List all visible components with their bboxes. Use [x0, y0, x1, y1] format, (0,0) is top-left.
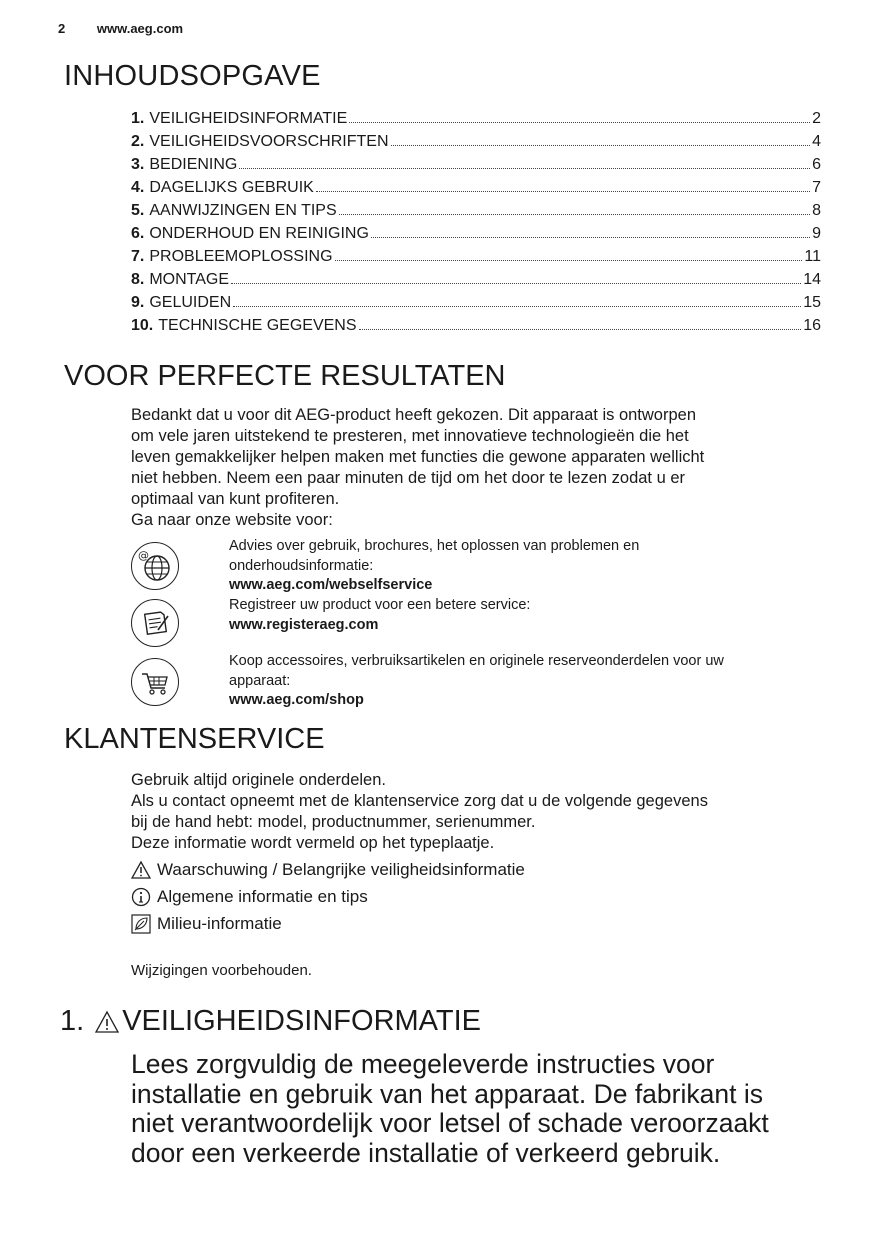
- toc-label: VEILIGHEIDSINFORMATIE: [149, 110, 348, 127]
- toc-row[interactable]: 9. GELUIDEN 15: [131, 294, 821, 311]
- toc-leader: [233, 306, 801, 307]
- toc-label: AANWIJZINGEN EN TIPS: [149, 202, 337, 219]
- info-icon: [131, 887, 151, 907]
- legend-info: Algemene informatie en tips: [131, 887, 368, 907]
- warning-icon: [94, 1009, 120, 1035]
- toc-row[interactable]: 7. PROBLEEMOPLOSSING 11: [131, 248, 821, 265]
- toc-label: BEDIENING: [149, 156, 238, 173]
- toc-page: 11: [804, 248, 821, 265]
- toc-label: TECHNISCHE GEGEVENS: [158, 317, 357, 334]
- toc-row[interactable]: 8. MONTAGE 14: [131, 271, 821, 288]
- shop-link[interactable]: www.aeg.com/shop: [229, 692, 364, 708]
- section-title-safety: 1. VEILIGHEIDSINFORMATIE: [60, 1005, 481, 1037]
- section-title-results: VOOR PERFECTE RESULTATEN: [64, 360, 506, 392]
- toc-page: 14: [803, 271, 821, 288]
- customer-service-paragraph: Gebruik altijd originele onderdelen. Als u contact opneemt met de klantenservice zorg dat u de volgende gegevens bij de hand hebt: model, productnummer, serienummer. Deze informatie wordt vermeld op het typeplaatje.: [131, 771, 708, 852]
- toc-label: PROBLEEMOPLOSSING: [149, 248, 333, 265]
- toc-page: 9: [812, 225, 821, 242]
- shopping-cart-icon: [131, 658, 179, 706]
- toc-label: DAGELIJKS GEBRUIK: [149, 179, 314, 196]
- toc-leader: [335, 260, 803, 261]
- toc-leader: [391, 145, 811, 146]
- page-number: 2: [58, 21, 66, 36]
- toc-row[interactable]: 1. VEILIGHEIDSINFORMATIE 2: [131, 110, 821, 127]
- toc-page: 4: [812, 133, 821, 150]
- legend-warning: Waarschuwing / Belangrijke veiligheidsinformatie: [131, 860, 525, 880]
- toc-row[interactable]: 4. DAGELIJKS GEBRUIK 7: [131, 179, 821, 196]
- safety-warning-paragraph: Lees zorgvuldig de meegeleverde instructies voor installatie en gebruik van het apparaat. De fabrikant is niet verantwoordelijk voor letsel of schade veroorzaakt door een verkeerde installatie of verkeerd gebruik.: [131, 1049, 769, 1168]
- toc-row[interactable]: 3. BEDIENING 6: [131, 156, 821, 173]
- site-url[interactable]: www.aeg.com: [96, 21, 184, 36]
- toc-page: 7: [812, 179, 821, 196]
- toc-page: 15: [803, 294, 821, 311]
- toc-leader: [316, 191, 810, 192]
- toc-label: MONTAGE: [149, 271, 230, 288]
- toc-label: ONDERHOUD EN REINIGING: [149, 225, 369, 242]
- legend-environment: Milieu-informatie: [131, 914, 282, 934]
- toc-row[interactable]: 10. TECHNISCHE GEGEVENS 16: [131, 317, 821, 334]
- changes-reserved-note: Wijzigingen voorbehouden.: [131, 962, 312, 979]
- warning-icon: [131, 860, 151, 880]
- toc-label: GELUIDEN: [149, 294, 232, 311]
- section-number: 1.: [60, 1005, 85, 1037]
- toc-leader: [349, 122, 810, 123]
- page-header: [58, 21, 183, 36]
- register-link[interactable]: www.registeraeg.com: [229, 616, 379, 633]
- toc-leader: [371, 237, 810, 238]
- toc-page: 2: [812, 110, 821, 127]
- toc-row[interactable]: 5. AANWIJZINGEN EN TIPS 8: [131, 202, 821, 219]
- toc-label: VEILIGHEIDSVOORSCHRIFTEN: [149, 133, 389, 150]
- svg-text:@: @: [138, 549, 149, 562]
- globe-icon: [131, 542, 179, 590]
- toc-page: 6: [812, 156, 821, 173]
- intro-paragraph: Bedankt dat u voor dit AEG-product heeft gekozen. Dit apparaat is ontworpen om vele jaren uitstekend te presteren, met innovatieve technologieën die het leven gemakkelijker helpen maken met functies die gewone apparaten wellicht niet hebben. Neem een paar minuten de tijd om het door te lezen zodat u er optimaal van kunt profiteren. Ga naar onze website voor:: [131, 406, 705, 529]
- toc-row[interactable]: 2. VEILIGHEIDSVOORSCHRIFTEN 4: [131, 133, 821, 150]
- webselfservice-link[interactable]: www.aeg.com/webselfservice: [229, 577, 433, 593]
- toc-leader: [231, 283, 801, 284]
- toc-title: INHOUDSOPGAVE: [64, 60, 321, 92]
- table-of-contents: [131, 110, 821, 340]
- toc-leader: [239, 168, 810, 169]
- leaf-icon: [131, 914, 151, 934]
- toc-leader: [339, 214, 810, 215]
- toc-leader: [359, 329, 802, 330]
- section-title-customer-service: KLANTENSERVICE: [64, 723, 325, 755]
- toc-page: 8: [812, 202, 821, 219]
- toc-page: 16: [803, 317, 821, 334]
- register-icon: [131, 599, 179, 647]
- toc-row[interactable]: 6. ONDERHOUD EN REINIGING 9: [131, 225, 821, 242]
